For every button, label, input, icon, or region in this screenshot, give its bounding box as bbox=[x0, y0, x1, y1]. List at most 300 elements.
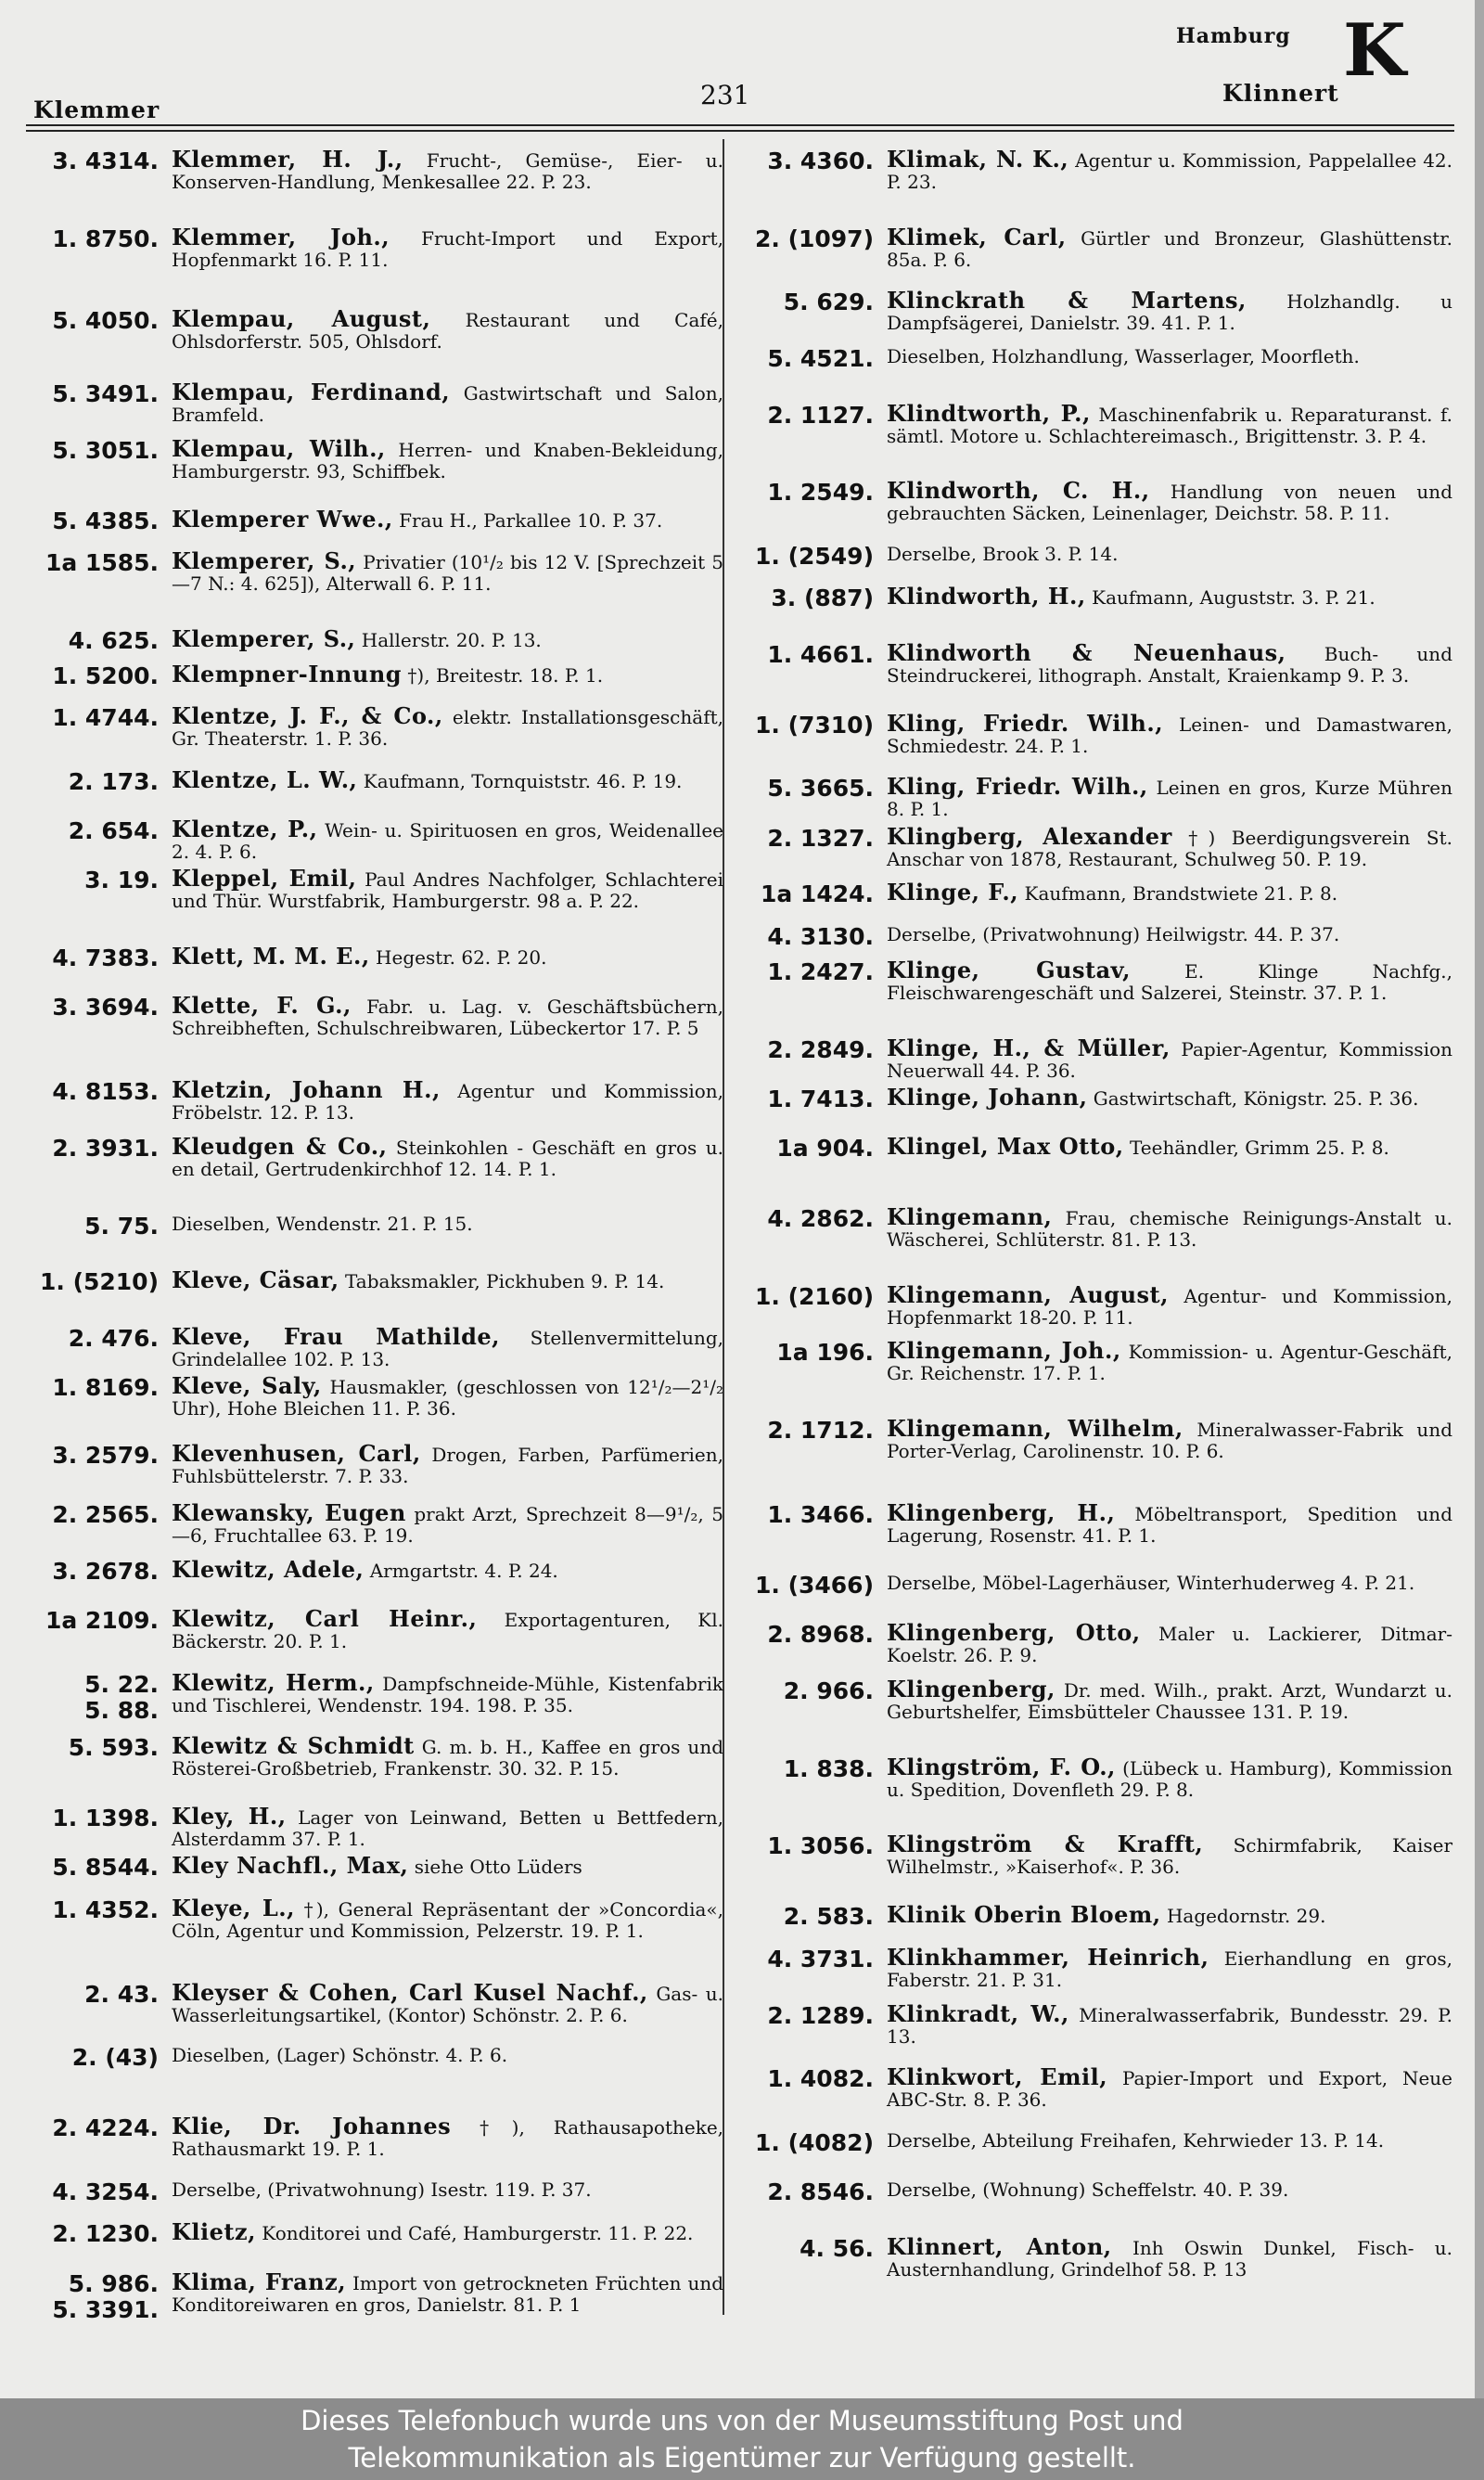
phone-number: 4. 3731. bbox=[767, 1946, 874, 1972]
listing-entry bbox=[28, 1805, 723, 1850]
listing-text bbox=[172, 1440, 723, 1488]
listing-details: Gastwirtschaft, Königstr. 25. P. 36. bbox=[1093, 1086, 1419, 1110]
listing-text bbox=[172, 2045, 723, 2066]
phone-number: 1. (7310) bbox=[754, 712, 874, 739]
listing-name: Klewitz, Carl Heinr., bbox=[172, 1605, 478, 1633]
listing-details: †), Breitestr. 18. P. 1. bbox=[407, 663, 604, 687]
phone-number: 1. 4744. bbox=[52, 704, 159, 732]
listing-text bbox=[172, 1979, 723, 2026]
listing-details: Steinkohlen - Geschäft en gros u. en detail, Gertrudenkirchhof 12. 14. P. 1. bbox=[172, 1137, 723, 1180]
listing-entry bbox=[28, 702, 723, 751]
phone-number: 2. 2565. bbox=[52, 1501, 159, 1529]
listing-text bbox=[172, 1266, 723, 1294]
listing-text bbox=[887, 1499, 1452, 1548]
listing-details: Dieselben, Wendenstr. 21. P. 15. bbox=[172, 1212, 473, 1235]
listing-text bbox=[172, 1076, 724, 1124]
listing-details: Leinen- und Damastwaren, Schmiedestr. 24. P. 1. bbox=[887, 713, 1453, 757]
listing-entry bbox=[28, 818, 723, 863]
listing-entry bbox=[738, 1133, 1452, 1162]
listing-text bbox=[887, 959, 1452, 1004]
listing-name: Klinkwort, Emil, bbox=[887, 2063, 1108, 2091]
listing-name: Klemperer Wwe., bbox=[172, 505, 393, 533]
listing-text bbox=[887, 544, 1452, 565]
listing-text bbox=[172, 2218, 723, 2246]
header-rule-secondary bbox=[26, 130, 1454, 132]
listing-name: Kleppel, Emil, bbox=[172, 865, 357, 893]
phone-number: 3. 2678. bbox=[52, 1558, 159, 1585]
listing-details: Agentur- und Kommission, Hopfenmarkt 18-20. P. 11. bbox=[887, 1284, 1453, 1329]
listing-details: Buch- und Steindruckerei, lithograph. Anstalt, Kraienkamp 9. P. 3. bbox=[887, 643, 1452, 687]
listing-entry bbox=[738, 1337, 1452, 1385]
listing-details: Privatier (10¹/₂ bis 12 V. [Sprechzeit 5—7 N.: 4. 625]), Alterwall 6. P. 11. bbox=[172, 551, 724, 596]
listing-name: Klinkhammer, Heinrich, bbox=[887, 1944, 1209, 1971]
listing-entry bbox=[738, 1415, 1452, 1462]
phone-number: 1. 7413. bbox=[767, 1085, 874, 1112]
listing-entry bbox=[28, 2179, 723, 2205]
listing-text bbox=[887, 1901, 1452, 1929]
listing-entry bbox=[28, 1372, 723, 1420]
phone-number: 2. 583. bbox=[783, 1903, 874, 1931]
listing-entry bbox=[738, 1619, 1453, 1667]
listing-details: Konditorei und Café, Hamburgerstr. 11. P. 22. bbox=[262, 2222, 694, 2245]
phone-number: 4. 625. bbox=[68, 626, 159, 654]
listing-details: Dieselben, Holzhandlung, Wasserlager, Moorfleth. bbox=[887, 344, 1360, 367]
phone-number: 4. 7383. bbox=[52, 944, 159, 971]
listing-text bbox=[887, 477, 1452, 525]
listing-name: Kley, H., bbox=[172, 1803, 287, 1830]
listing-text bbox=[172, 378, 724, 426]
listing-text bbox=[887, 1280, 1453, 1329]
phone-number: 5. 22. 5. 88. bbox=[84, 1670, 159, 1724]
listing-details: Maschinenfabrik u. Reparaturanst. f. sämtl. Motore u. Schlachtereimasch., Brigittenstr. 3. P. 4. bbox=[887, 403, 1452, 447]
listing-text bbox=[172, 2115, 723, 2160]
listing-name: Klingenberg, bbox=[887, 1676, 1055, 1703]
listing-name: Klentze, J. F., & Co., bbox=[172, 702, 443, 730]
listing-name: Klentze, P., bbox=[172, 816, 318, 842]
listing-name: Kleve, Saly, bbox=[172, 1372, 322, 1400]
listing-text bbox=[172, 1323, 723, 1371]
listing-name: Kleve, Frau Mathilde, bbox=[172, 1323, 501, 1351]
listing-name: Klinge, Gustav, bbox=[887, 957, 1131, 983]
listing-name: Klewitz, Herm., bbox=[172, 1668, 375, 1696]
listing-entry bbox=[738, 1901, 1452, 1931]
listing-name: Klingemann, Joh., bbox=[887, 1337, 1121, 1365]
listing-details: Leinen en gros, Kurze Mühren 8. P. 1. bbox=[887, 777, 1452, 821]
listing-name: Klimak, N. K., bbox=[887, 146, 1069, 173]
header-left-keyword: Klemmer bbox=[33, 96, 160, 123]
listing-name: Klingel, Max Otto, bbox=[887, 1133, 1124, 1160]
listing-name: Klinge, Johann, bbox=[887, 1083, 1088, 1111]
listing-details: Wein- u. Spirituosen en gros, Weidenallee 2. 4. P. 6. bbox=[172, 819, 723, 863]
phone-number: 1. 2427. bbox=[767, 958, 874, 985]
phone-number: 2. 1127. bbox=[767, 401, 874, 429]
listing-entry bbox=[738, 2063, 1453, 2112]
listing-text bbox=[887, 1083, 1452, 1111]
phone-number: 2. 2849. bbox=[767, 1035, 874, 1063]
listing-text bbox=[887, 1833, 1452, 1878]
listing-details: Lager von Leinwand, Betten u Bettfedern, Alsterdamm 37. P. 1. bbox=[172, 1806, 723, 1850]
listing-text bbox=[887, 148, 1452, 193]
phone-number: 1a 904. bbox=[776, 1135, 874, 1162]
listing-entry bbox=[738, 1280, 1453, 1329]
listing-details: Papier-Import und Export, Neue ABC-Str. 8. P. 36. bbox=[887, 2067, 1453, 2112]
listing-name: Klimek, Carl, bbox=[887, 223, 1067, 251]
listing-name: Klinckrath & Martens, bbox=[887, 287, 1247, 314]
listing-text bbox=[887, 585, 1452, 609]
listing-details: Agentur und Kommission, Fröbelstr. 12. P. 13. bbox=[172, 1080, 724, 1124]
phone-number: 3. 19. bbox=[84, 867, 159, 894]
listing-name: Klingström, F. O., bbox=[887, 1753, 1116, 1780]
listing-entry bbox=[28, 1214, 723, 1240]
listing-details: Frucht-Import und Export, Hopfenmarkt 16. P. 11. bbox=[172, 226, 723, 271]
listing-name: Klewitz & Schmidt bbox=[172, 1732, 415, 1759]
listing-entry bbox=[738, 1083, 1452, 1112]
listing-entry bbox=[738, 1833, 1452, 1878]
phone-number: 5. 8544. bbox=[52, 1854, 159, 1882]
listing-details: Eierhandlung en gros, Faberstr. 21. P. 31. bbox=[887, 1947, 1452, 1991]
phone-number: 5. 3051. bbox=[52, 436, 159, 464]
phone-number: 5. 629. bbox=[783, 289, 874, 315]
listing-entry bbox=[28, 1076, 724, 1124]
listing-details: Derselbe, (Privatwohnung) Heilwigstr. 44. P. 37. bbox=[887, 923, 1340, 945]
listing-entry bbox=[738, 924, 1452, 950]
listing-name: Klewansky, Eugen bbox=[172, 1499, 406, 1527]
listing-text bbox=[172, 867, 723, 912]
listing-entry bbox=[28, 1852, 723, 1882]
footer-line-1: Dieses Telefonbuch wurde uns von der Museumsstiftung Post und bbox=[301, 2405, 1183, 2436]
phone-number: 1. (3466) bbox=[754, 1572, 874, 1600]
right-column bbox=[738, 148, 1452, 2319]
listing-entry bbox=[28, 1440, 723, 1488]
listing-entry bbox=[738, 881, 1452, 907]
listing-text bbox=[172, 1852, 723, 1880]
listing-entry bbox=[738, 477, 1452, 525]
listing-entry bbox=[738, 1203, 1453, 1251]
listing-name: Klempner-Innung bbox=[172, 660, 403, 687]
listing-name: Klette, F. G., bbox=[172, 992, 352, 1019]
listing-entry bbox=[738, 639, 1452, 687]
listing-entry bbox=[738, 544, 1452, 570]
phone-number: 2. 966. bbox=[783, 1677, 874, 1705]
listing-text bbox=[172, 1499, 723, 1548]
listing-entry bbox=[28, 992, 724, 1039]
listing-text bbox=[172, 148, 723, 193]
phone-number: 4. 8153. bbox=[52, 1078, 159, 1106]
listing-details: Dampfschneide-Mühle, Kistenfabrik und Tischlerei, Wendenstr. 194. 198. P. 35. bbox=[172, 1672, 724, 1716]
listing-text bbox=[887, 924, 1452, 945]
listing-text bbox=[887, 773, 1452, 821]
listing-details: Kaufmann, Brandstwiete 21. P. 8. bbox=[1024, 882, 1338, 906]
listing-text bbox=[887, 1133, 1452, 1160]
listing-entry bbox=[738, 346, 1452, 372]
phone-number: 1. (4082) bbox=[754, 2128, 874, 2156]
listing-entry bbox=[28, 624, 723, 654]
listing-text bbox=[887, 1034, 1453, 1082]
listing-details: Holzhandlg. u Dampfsägerei, Danielstr. 39. 41. P. 1. bbox=[887, 290, 1453, 334]
phone-number: 5. 593. bbox=[68, 1734, 159, 1761]
listing-details: Frau H., Parkallee 10. P. 37. bbox=[399, 508, 663, 532]
phone-number: 2. (1097) bbox=[754, 225, 874, 252]
phone-number: 1. 4352. bbox=[52, 1895, 159, 1923]
listing-entry bbox=[738, 1034, 1453, 1082]
listing-text bbox=[887, 1337, 1452, 1385]
phone-number: 2. (43) bbox=[71, 2044, 159, 2072]
listing-details: E. Klinge Nachfg., Fleischwarengeschäft und Salzerei, Steinstr. 37. P. 1. bbox=[887, 960, 1452, 1004]
listing-name: Kletzin, Johann H., bbox=[172, 1076, 441, 1104]
listing-text bbox=[172, 765, 723, 793]
listing-entry bbox=[28, 1323, 723, 1371]
listing-details: Inh Oswin Dunkel, Fisch- u. Austernhandlung, Grindelhof 58. P. 13 bbox=[887, 2236, 1452, 2281]
listing-name: Klinnert, Anton, bbox=[887, 2232, 1112, 2260]
listing-details: Hausmakler, (geschlossen von 12¹/₂—2¹/₂ Uhr), Hohe Bleichen 11. P. 36. bbox=[172, 1376, 723, 1420]
phone-number: 5. 75. bbox=[84, 1212, 159, 1240]
phone-number: 1a 1424. bbox=[760, 880, 874, 908]
left-column bbox=[28, 146, 724, 2323]
phone-number: 1. 4082. bbox=[767, 2065, 874, 2093]
listing-name: Kleye, L., bbox=[172, 1894, 295, 1921]
listing-details: Schirmfabrik, Kaiser Wilhelmstr., »Kaiserhof«. P. 36. bbox=[887, 1834, 1453, 1879]
listing-details: Derselbe, Brook 3. P. 14. bbox=[887, 542, 1119, 565]
listing-details: Hegestr. 62. P. 20. bbox=[376, 945, 547, 969]
listing-name: Klinik Oberin Bloem, bbox=[887, 1901, 1161, 1929]
listing-entry bbox=[28, 1499, 723, 1548]
phone-number: 3. 4360. bbox=[767, 148, 874, 174]
listing-details: Möbeltransport, Spedition und Lagerung, Rosenstr. 41. P. 1. bbox=[887, 1503, 1452, 1548]
listing-entry bbox=[28, 1732, 724, 1780]
phone-number: 1. 2549. bbox=[767, 479, 874, 507]
listing-entry bbox=[738, 959, 1452, 1004]
phone-number: 5. 3491. bbox=[52, 379, 159, 407]
listing-details: Teehändler, Grimm 25. P. 8. bbox=[1130, 1137, 1389, 1159]
listing-name: Klingström & Krafft, bbox=[887, 1831, 1204, 1858]
listing-entry bbox=[28, 148, 723, 193]
listing-name: Klemmer, Joh., bbox=[172, 223, 390, 251]
listing-entry bbox=[738, 1944, 1452, 1991]
listing-entry bbox=[28, 942, 723, 971]
listing-entry bbox=[738, 710, 1453, 757]
listing-entry bbox=[738, 2232, 1452, 2281]
footer-notice bbox=[0, 2398, 1484, 2480]
listing-text bbox=[887, 1753, 1453, 1801]
listing-details: Handlung von neuen und gebrauchten Säcken, Leinenlager, Deichstr. 58. P. 11. bbox=[887, 481, 1452, 525]
phone-number: 4. 56. bbox=[800, 2234, 874, 2262]
phone-number: 5. 986. 5. 3391. bbox=[52, 2269, 159, 2323]
listing-details: siehe Otto Lüders bbox=[414, 1856, 582, 1879]
listing-entry bbox=[28, 378, 724, 426]
listing-entry bbox=[738, 223, 1452, 271]
listing-name: Klingemann, bbox=[887, 1203, 1053, 1230]
phone-number: 2. 8968. bbox=[767, 1621, 874, 1649]
phone-number: 1. 838. bbox=[783, 1754, 874, 1782]
listing-text bbox=[172, 2179, 723, 2201]
phone-number: 5. 3665. bbox=[767, 775, 874, 803]
listing-entry bbox=[28, 1668, 724, 1724]
listing-entry bbox=[738, 585, 1452, 611]
listing-details: Gürtler und Bronzeur, Glashüttenstr. 85a. P. 6. bbox=[887, 226, 1452, 271]
phone-number: 1. (2549) bbox=[754, 542, 874, 570]
listing-details: Drogen, Farben, Parfümerien, Fuhlsbüttelerstr. 7. P. 33. bbox=[172, 1444, 723, 1488]
phone-number: 1. (5210) bbox=[39, 1268, 159, 1296]
phone-number: 2. 4224. bbox=[52, 2114, 159, 2142]
listing-details: elektr. Installationsgeschäft, Gr. Theaterstr. 1. P. 36. bbox=[172, 706, 723, 751]
listing-text bbox=[887, 1203, 1453, 1251]
listing-text bbox=[887, 822, 1453, 870]
listing-entry bbox=[28, 547, 724, 596]
listing-entry bbox=[738, 289, 1452, 334]
phone-number: 2. 476. bbox=[68, 1325, 159, 1353]
listing-entry bbox=[738, 1753, 1453, 1801]
listing-details: Frucht-, Gemüse-, Eier- u. Konserven-Handlung, Menkesallee 22. P. 23. bbox=[172, 149, 724, 193]
listing-name: Klindworth & Neuenhaus, bbox=[887, 639, 1286, 666]
phone-number: 1. 3466. bbox=[767, 1501, 874, 1529]
listing-entry bbox=[738, 773, 1452, 821]
listing-name: Klentze, L. W., bbox=[172, 765, 358, 793]
listing-details: Kaufmann, Tornquiststr. 46. P. 19. bbox=[363, 769, 683, 792]
listing-text bbox=[172, 1556, 723, 1583]
listing-text bbox=[172, 304, 723, 353]
listing-details: †), General Repräsentant der »Concordia«, Cöln, Agentur und Kommission, Pelzerstr. 19. P. 1. bbox=[172, 1897, 723, 1942]
listing-text bbox=[887, 639, 1452, 687]
phone-number: 1a 1585. bbox=[45, 549, 159, 577]
listing-text bbox=[172, 702, 723, 751]
listing-text bbox=[172, 1605, 723, 1653]
listing-name: Klinge, F., bbox=[887, 879, 1019, 906]
listing-entry bbox=[28, 1133, 723, 1180]
phone-number: 2. 173. bbox=[68, 767, 159, 795]
listing-details: Paul Andres Nachfolger, Schlachterei und Thür. Wurstfabrik, Hamburgerstr. 98 a. P. 22. bbox=[172, 868, 723, 913]
listing-details: †), Rathausapotheke, Rathausmarkt 19. P. 1. bbox=[172, 2116, 724, 2161]
listing-text bbox=[887, 2130, 1452, 2152]
listing-text bbox=[172, 547, 724, 596]
listing-name: Klinge, H., & Müller, bbox=[887, 1034, 1171, 1061]
listing-entry bbox=[738, 148, 1452, 193]
listing-entry bbox=[28, 1556, 723, 1585]
listing-details: Stellenvermittelung, Grindelallee 102. P. 13. bbox=[172, 1327, 723, 1371]
phone-number: 1. 8750. bbox=[52, 225, 159, 252]
listing-text bbox=[172, 660, 723, 687]
phone-number: 4. 2862. bbox=[767, 1205, 874, 1232]
listing-name: Klingemann, August, bbox=[887, 1280, 1169, 1308]
footer-line-2: Telekommunikation als Eigentümer zur Verfügung gestellt. bbox=[348, 2442, 1136, 2474]
listing-text bbox=[887, 399, 1452, 447]
listing-details: Mineralwasser-Fabrik und Porter-Verlag, Carolinenstr. 10. P. 6. bbox=[887, 1419, 1452, 1462]
listing-entry bbox=[28, 434, 724, 482]
listing-text bbox=[887, 2232, 1452, 2281]
listing-entry bbox=[28, 1894, 723, 1942]
phone-number: 1. 3056. bbox=[767, 1832, 874, 1860]
listing-entry bbox=[28, 660, 723, 689]
listing-text bbox=[172, 1372, 723, 1420]
listing-entry bbox=[738, 1678, 1452, 1723]
listing-text bbox=[172, 1894, 723, 1942]
listing-details: †) Beerdigungsverein St. Anschar von 1878, Restaurant, Schulweg 50. P. 19. bbox=[887, 826, 1453, 870]
listing-details: (Lübeck u. Hamburg), Kommission u. Spedition, Dovenfleth 29. P. 8. bbox=[887, 1756, 1453, 1801]
listing-entry bbox=[28, 2045, 723, 2071]
header-right-keyword: Klinnert bbox=[1222, 80, 1339, 107]
phone-number: 1. 8169. bbox=[52, 1374, 159, 1402]
listing-details: Derselbe, Möbel-Lagerhäuser, Winterhuderweg 4. P. 21. bbox=[887, 1572, 1415, 1595]
listing-entry bbox=[28, 1605, 723, 1653]
listing-text bbox=[887, 289, 1452, 334]
listing-details: Papier-Agentur, Kommission Neuerwall 44. P. 36. bbox=[887, 1037, 1453, 1082]
listing-text bbox=[172, 1805, 723, 1850]
listing-name: Klingenberg, Otto, bbox=[887, 1619, 1141, 1647]
phone-number: 1. 1398. bbox=[52, 1805, 159, 1831]
listing-name: Kleve, Cäsar, bbox=[172, 1266, 339, 1294]
listing-details: Dr. med. Wilh., prakt. Arzt, Wundarzt u. Geburtshelfer, Eimsbütteler Chaussee 131. P. 19. bbox=[887, 1679, 1452, 1724]
listing-name: Klietz, bbox=[172, 2218, 256, 2246]
phone-number: 1a 2109. bbox=[45, 1607, 159, 1635]
listing-name: Klempau, August, bbox=[172, 304, 431, 332]
listing-entry bbox=[738, 1573, 1452, 1599]
phone-number: 2. 8546. bbox=[767, 2178, 874, 2205]
phone-number: 3. (887) bbox=[771, 585, 874, 612]
listing-details: Agentur u. Kommission, Pappelallee 42. P. 23. bbox=[887, 149, 1453, 193]
listing-details: Kaufmann, Auguststr. 3. P. 21. bbox=[1092, 586, 1375, 610]
listing-details: Import von getrockneten Früchten und Konditoreiwaren en gros, Danielstr. 81. P. 1 bbox=[172, 2271, 724, 2316]
listing-entry bbox=[738, 822, 1453, 870]
header-rule bbox=[26, 124, 1454, 126]
listing-text bbox=[887, 2179, 1452, 2201]
listing-details: Gastwirtschaft und Salon, Bramfeld. bbox=[172, 381, 724, 426]
listing-text bbox=[887, 1678, 1452, 1723]
listing-text bbox=[887, 1999, 1453, 2048]
listing-name: Klett, M. M. E., bbox=[172, 942, 370, 970]
phone-number: 1. 4661. bbox=[767, 641, 874, 668]
phone-number: 3. 4314. bbox=[52, 148, 159, 174]
listing-name: Kling, Friedr. Wilh., bbox=[887, 710, 1164, 737]
listing-name: Klemperer, S., bbox=[172, 624, 356, 652]
phone-number: 5. 4385. bbox=[52, 507, 159, 534]
phone-number: 4. 3130. bbox=[767, 923, 874, 950]
listing-details: Fabr. u. Lag. v. Geschäftsbüchern, Schreibheften, Schulschreibwaren, Lübeckertor 17. P. 5 bbox=[172, 996, 724, 1039]
listing-entry bbox=[28, 2218, 723, 2248]
listing-text bbox=[172, 624, 723, 652]
listing-name: Klingberg, Alexander bbox=[887, 822, 1172, 850]
listing-name: Klinkradt, W., bbox=[887, 1999, 1069, 2027]
phone-number: 2. 1289. bbox=[767, 2001, 874, 2029]
phone-number: 2. 1230. bbox=[52, 2220, 159, 2248]
listing-text bbox=[172, 818, 723, 863]
listing-details: G. m. b. H., Kaffee en gros und Rösterei-Großbetrieb, Frankenstr. 30. 32. P. 15. bbox=[172, 1736, 724, 1780]
listing-text bbox=[887, 2063, 1453, 2112]
listing-entry bbox=[28, 505, 723, 534]
listing-name: Klemmer, H. J., bbox=[172, 146, 403, 173]
listing-details: prakt Arzt, Sprechzeit 8—9¹/₂, 5—6, Fruchtallee 63. P. 19. bbox=[172, 1503, 723, 1548]
phone-number: 5. 4050. bbox=[52, 306, 159, 334]
listing-name: Klingenberg, H., bbox=[887, 1499, 1116, 1527]
listing-name: Kley Nachfl., Max, bbox=[172, 1852, 409, 1880]
listing-name: Klindworth, C. H., bbox=[887, 477, 1150, 505]
listing-entry bbox=[28, 2268, 724, 2323]
listing-text bbox=[172, 2268, 724, 2316]
listing-entry bbox=[738, 2130, 1452, 2156]
phone-number: 2. 1712. bbox=[767, 1417, 874, 1444]
listing-details: Herren- und Knaben-Bekleidung, Hamburgerstr. 93, Schiffbek. bbox=[172, 438, 724, 482]
listing-text bbox=[887, 346, 1452, 367]
listing-name: Klie, Dr. Johannes bbox=[172, 2113, 452, 2140]
listing-details: Tabaksmakler, Pickhuben 9. P. 14. bbox=[345, 1270, 665, 1293]
listing-text bbox=[887, 1415, 1452, 1462]
listing-text bbox=[172, 1214, 723, 1235]
listing-text bbox=[172, 1133, 723, 1180]
listing-entry bbox=[28, 1979, 723, 2026]
listing-details: Restaurant und Café, Ohlsdorferstr. 505, Ohlsdorf. bbox=[172, 308, 723, 353]
listing-entry bbox=[28, 867, 723, 912]
listing-details: Derselbe, Abteilung Freihafen, Kehrwieder 13. P. 14. bbox=[887, 2128, 1385, 2152]
listing-text bbox=[887, 1573, 1452, 1594]
listing-details: Hagedornstr. 29. bbox=[1166, 1905, 1326, 1928]
